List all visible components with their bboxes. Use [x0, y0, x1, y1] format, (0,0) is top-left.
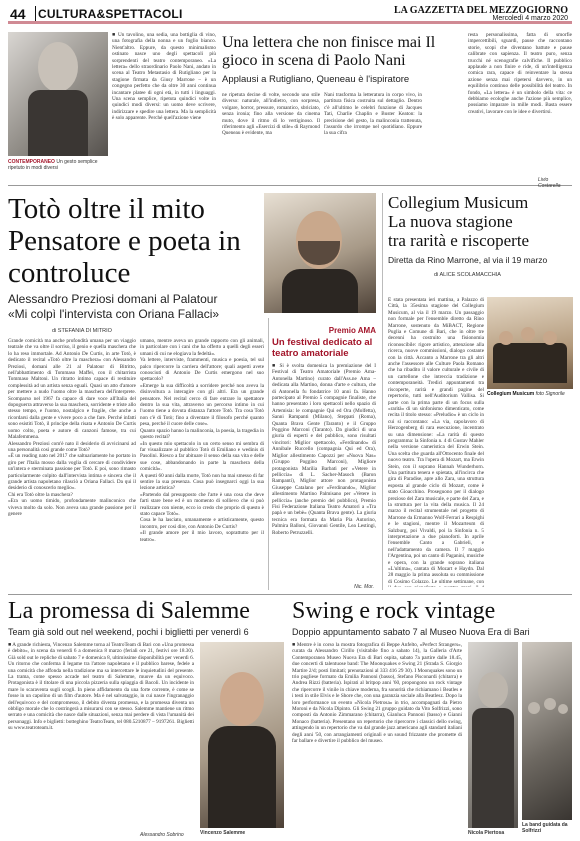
toto-subhead-2: «Mi colpì l'intervista con Oriana Fallaci»: [8, 307, 220, 321]
collegium-headline-3: tra rarità e riscoperte: [388, 231, 530, 250]
collegium-headline-1: Collegium Musicum: [388, 193, 529, 212]
swing-photo-caption-1: Nicola Piertosa: [468, 830, 505, 836]
premio-badge: [272, 318, 376, 337]
section-title: CULTURA&SPETTACOLI: [38, 7, 183, 21]
swing-body: ■ Mentre è in corso la mostra fotografica di Beppe Anfelto, «Perfect Strangers», curata da Alessandro Cirillo (visitabile fino a sabato 14), la Galleria d'Arte Contemporanea Museo Nuova Era di Bari ospita, sabato 7a partire dalle 18.45, due concerti di talentuose band: The Moonquakes e Swing 21 (Strada S. Giorgio Martire 2/d; posti limitati; prenotazioni al 333 416 29 30). I Moonquakes sono un trio pugliese formato da Emilia Pannoni (basso), Stefano Pisconardi (chitarra) e Andrea Rizzi (batteria). Ispirati al britpop anni '60, propongono un rock vintage che ripercorre il vinile in chiave moderna, fra sonorità che richiamano i Beatles e i testi in stile Elvis e le Shore che, con una garanzia sociale alla Beatlesz. Dopo la loro performance un evento «Nicola Pietrosa» in trio, accompagnati da Pietro Moroni e da Nicola Dipinto. Gli Swing 21 gruppo guidato da Vito Solfrizzi, sono composti da Antonio Zimmarano (chitarra), Gianluca Pannoni (basso) e Gianni Monaco (batteria). Presentano un repertorio che ripercorre i classici dello swing, attingendo in un repertorio che va dal grande jazz americano agli standard italiani degli anni '50, con arrangiamenti originali e un sound frizzante che promette di far ballare e divertire il pubblico del museo.: [292, 642, 462, 745]
toto-headline: Totò oltre il mito Pensatore e poeta in controluce: [8, 193, 241, 289]
nani-article: [8, 28, 572, 189]
nani-headline: Una lettera che non finisce mai Il gioco in scena di Paolo Nani: [222, 34, 436, 69]
nani-col-2: ne ripetuta decine di volte, secondo uno stile diverso: naturale, all'indietro, con sorpresa, volgare, horror, pressure, romantico, sbriciato, senza ironia; fino alla versione da cinema muto, dove il ritmo di lo vertiginoso. Il riferimento agli «Esercizi di stile» di Raymond Queneau è evidente, ma: [222, 92, 320, 137]
nani-subhead: Applausi a Rutigliano, Queneau è l'ispiratore: [222, 74, 410, 85]
toto-col-1: Grande comicità ma anche profondità umana per un viaggio teatrale che va oltre il sorriso, il genio e quella maschera che lo ha reso immortale. Ad Antonio De Curtis, in arte Totò, è dedicato il recital «Totò oltre la maschera» con Alessandro Preziosi, domani alle 21 al Palatour di Bitritto, nell'abbattimento di Tommaso Maffei, con il chitarrista Tommaso Maltoni. Un ritratto intimo capace di restituire complessità ad un artista senza eguali. Quasi un atto d'amore per mettere a nudo l'uomo oltre la maschera dell'interprete. Scomparso nel 1967 fa capace di dare voce all'Italia del dopoguerra attraverso la sua maschera, sorridente e triste allo stesso tempo, e l'uomo, nostalgico e fragile, che anche a ricordarsi dalla gente e vivere poco a che fare. Perché infatti sono esistiti Totò, il principe della risata e Antonio De Curtis uomo colto, poeta e autore di canzoni famose, tra cui Malafemmena. Alessandro Preziosi com'è nato il desiderio di avvicinarsi ad una personalità così grande come Totò? «È un reading nato nel 2017 che saltuariamente ho portato in giro per l'Italia mosso dalla voglia di cercare di condividere un'intera e sterminata passione per Totò. E poi, sono rimasto particolarmente colpito dall'intervista intima e sincera che il grande artista napoletano rilasciò a Oriana Fallaci. Da qui il desiderio di conoscerlo meglio». Chi era Totò oltre la maschera? «Era un uomo timido, profondamente malinconico che viveva molto da solo. Non aveva una grande passione per il genere: [8, 338, 136, 517]
nani-col-4: resta personalissima, fatta di smorfie impercettibili, sguardi, pause che raccontano storie, scopi che diventano battute e pause calibrate con sapienza. Il teatro puro, senza trucchi né scenografie calvifiche. Il pubblico applaude a non finire e ride, di un'intelligenza comica rara, capace di reinventare la stessa azione senza mai ripetersi davvero, in un equilibrio continuo delle possibilità del teatro. In fondo, «La lettera» è un simbolo della vita: ce debbiamo ecologhe anche l'azione più semplice, possiamo imparare in mille modi. Basta essere creativi, lavorare con le idee e divertirsi.: [468, 32, 572, 115]
swing-headline: Swing e rock vintage: [292, 598, 496, 624]
collegium-byline: di ALICE SCOLAMACCHIA: [434, 272, 501, 278]
salemme-photo: [200, 642, 284, 828]
salemme-body: ■ A grande richiesta, Vincenzo Salemme torna al TeatroTeam di Bari con «Una promessa è debito», in scena da venerdì 6 a domenica 8 marzo (feriali ore 21, festivi ore 18.30). Già sold out le repliche di sabato 7 e domenica 8, ultimissime disponibilità per venerdì 6. Un ritorno che conferma il legame tra l'attore napoletano e il pubblico barese, fedele a una comicità che affonda nella tradizione ma sa intercettare le inquietudini del presente. La trama, come spesso accade nel teatro di Salemme, muove da un equivoco. Protagonista è il titolare di una piccola pizzeria sulla spiaggia di Bacoli. Un incidente in mare lo scaraventa sugli scogli. In pieno affidamento da una forte corrente, è come se fosse in un capolino di un film d'autore. Ma è nel salvataggio, in cui nasce l'ingranaggio dell'equivoco e del compromesso, il debito diventa promessa, e la promessa diventa un obbligo morale che lo costringerà a misurarsi con se stesso. Salemme mantiene un ritmo serrato e una comicità che nasce dalle situazioni, senza mai perdere di vista l'umanità dei personaggi. Info e biglietti: botteghino TeatroTeam, tel 080.5210877 – 9197261. Biglietti su www.teatroteam.it.: [8, 642, 194, 732]
collegium-photo-caption: [487, 391, 573, 397]
page-header: [8, 4, 572, 24]
premio-author: Nic. Mor.: [354, 584, 374, 590]
swing-photo-2: [522, 642, 572, 820]
premio-headline: Un festival dedicato al teatro amatoriale: [272, 337, 373, 359]
collegium-article: [382, 193, 572, 590]
issue-date: Mercoledì 4 marzo 2020: [492, 15, 568, 22]
caption-text: Un gesto semplice ripetuto in modi diversi: [8, 159, 98, 171]
collegium-photo: [487, 297, 573, 389]
salemme-subhead: Team già sold out nel weekend, pochi i biglietti per venerdì 6: [8, 627, 249, 637]
header-divider: [35, 6, 36, 21]
swing-photo-1: [468, 642, 518, 828]
toto-byline: di STEFANIA DI MITRIO: [52, 328, 112, 334]
salemme-headline: La promessa di Salemme: [8, 598, 250, 624]
nani-author: Livio Costarella: [538, 177, 561, 189]
collegium-headline-2: La nuova stagione: [388, 212, 513, 231]
collegium-caption-label: Collegium Musicum: [487, 391, 535, 397]
swing-subhead: Doppio appuntamento sabato 7 al Museo Nuova Era di Bari: [292, 627, 530, 637]
nani-col-1: ■ Un tavolino, una sedia, una bottiglia di vino, una fotografia della nonna e un foglio bianco. Nient'altro. Eppure, da questo minimalismo ostinato nasce uno degli spettacoli più sorprendenti del teatro contemporaneo. «La lettera» dello straordinario Paolo Nani, andato in scena al Teatro Metastasio di Rutigliano per la stagione firmata da Giusy Marrone – è un congegno perfetto che da oltre 30 anni continua incantare platee di ogni età, in tutti i linguaggi. Una scena semplice, ripetuta quindici volte in quindici modi diversi: un uomo deve scrivere, indirizzare e spedire una lettera. Ma la semplicità è solo apparente. Perché quell'azione viene: [112, 32, 216, 122]
collegium-subhead: Diretta da Rino Marrone, al via il 19 marzo: [388, 255, 548, 265]
premio-badge-label: Premio AMA: [328, 326, 376, 335]
salemme-author: Alessandro Sobrino: [140, 832, 184, 838]
nani-photo-caption: [8, 159, 108, 171]
caption-label: CONTEMPORANEO: [8, 159, 55, 165]
premio-body: ■ Si è svolta domenica la premiazione del I Festival di Teatro Amatoriale (Premio Ama-Antonella Martino) curato dall'Ass.ne Ama – dedicata alla Martino, donna d'arte e cultura, che di Antonella fu fondatrice 10 anni fa. Hanno partecipato al Premio 5 compagnie finaliste, che hanno presentato i loro spettacoli nello spazio di Artemisia: le compagnie Qui ed Ora (Molfetta), Sanni Rampanti (Milano), Steppati (Roma), Quanta Brava Gente (Taranto) e il Gruppo Poggino Marconi (Taranto). Da giudici di una giuria di esperti e del pubblico, sono risultati vincitori: Miglior spettacolo, «Ferdinando» di Annibale Ruccello (compagnia Qui ed Ora), Miglior allestimento Capozzi per «Nuova Nas» (Gruppo Poggino Marconi), Migliore protagonista Marilia Barbati per «Vetere in pelliccia» di L. Sacher-Masoch (Baron Rampanti), Miglior attore non protagonista Giuseppe Catalano per «Ferdinando», Miglior allestimento Martino Palmisano per «Vetere in pelliccia» (anche premio del pubblico), Premio Fisi Federazione Italiana Teatro Amatori a «Tra papà e un bebè» (Quanta Brava gente). La giuria tecnica era formata da Maria Pia Autorino, Palmira Balloni, Giovanni Gentile, Lea Lestingi, Roberto Petruzzelli.: [272, 363, 376, 536]
collegium-body: Ѐ stata presentata ieri mattina, a Palazzo di Città, la 35esima stagione del Collegium Musicum, al via il 19 marzo. Un passaggio non formale per l'ensemble diretto da Rino Marrone, sostenuto da MiBACT, Regione Puglia e Comune di Bari, che in oltre tre decenni ha costruito una fisionomia riconoscibile: rigore artistico, attenzione alla ricerca, nuove commissioni, dialogo costante con la città. Accanto a Marrone tra gli altri anche l'assessore alle Culture Paola Romano che ha ribadito il valore culturale e civile di un cartellone che intreccia tradizione e contemporaneità. Tredici appuntamenti tra riscoperte, rarità e grandi pagine del repertorio, tutti nell'Auditorium Vallisa. Si parte con la prima parte di un focus sulla «rarità» di un sinfonismo dimenticato, come recita il titolo stesso: «Preludio» è un ciclo in cui si raccontano: «La via, capolavoro di Herzogenberg di rara esecuzione, incentrato su una dimensione: «La rarità di questo programma: la Sinfonia n. 4 di Gustav Mahler nella versione cameristica del Erwin Stein. Una scelta che guarda all'Ottocento finale del nuovo teatro. Tra l'opera di Mozart, ma Erwin Stein, con il soprano Hannah Wunderhorn. Una partitura tenera e spietata, all'incirca che gira di Paradise, apre allo Zara, una struttura esposta al grande ciclo di Mozart, come è stato Gioacchino. Proseguono per il dialogo prezioso del Zara musicale, e parte del Zara, e la struttura per la vita della musica. Il 24 marzo il recital strumentale nel progetto di Marrone da Ermanno Wolf-Ferrari a Respighi e le stagioni, mentre il Mozarteum di Salzburg, poi Vivaldi, poi la Sinfonia n. 5 interpretazione a due pianoforti. In aprile l'ensemble Canto a Gabrieli, e nell'adattamento da camera. Il 7 maggio l'Argentina, poi un canto di Paganini, musiche e opera, con la grande soprano italiana «L'ultima», cantata di Mozart e Haydn. Dal 28 maggio la prima assoluta su commissione di Cosimo Colazzo. Le ultime settimane, con: [388, 297, 484, 585]
section-divider: [8, 594, 572, 595]
premio-box: [268, 318, 376, 590]
nani-col-3: Nani trasforma la letteratura in corpo vivo, in partitura fisica costruita sul dettaglio. Dentro c'è all'ultimo le celebri funzione di Jacques Tati, Charlie Chaplin e Buster Keaton: la precisione del gesto, la malinconia trattenuta, l'assurdo che irrompe nel quotidiano. Eppure la sua cifra: [324, 92, 422, 137]
salemme-photo-caption: Vincenzo Salemme: [200, 830, 246, 836]
swing-photo-caption-2: La band guidata da Solfrizzi: [522, 822, 568, 834]
collegium-caption-credit: foto Signorile: [535, 391, 565, 397]
page-number: 44: [10, 6, 26, 22]
preziosi-photo: [264, 193, 376, 313]
toto-subhead-1: Alessandro Preziosi domani al Palatour: [8, 292, 218, 306]
toto-col-2: umano, mentre aveva un grande rapporto con gli animali, in particolare con i cani che ha offerto a quelli degli esseri umani di cui ne elogiava la fedeltà». Va lettere, interviste, frammenti, musica e poesia, tel sul palco ripercorre la carriera dell'attore; quali aspetti avete conosciuti di Antonio De Curtis emergono nel suo spettacolo? «Emerge la sua difficoltà a sorridere perché non aveva la disinvoltura a interagire con gli altri. Era un grande pensatore. Nel recital cerco di fare entrare lo spettatore dentro la sua vita, attraverso un percorso intimo in cui l'uomo tiene a dovuta distanza l'attore Totò. Tra cosa Totò non c'è di Totò; fino a diventare il filosofo perché quanto pesa, perché il cuore delle cose». Quanto spazio hanno la malinconia, la poesia, la tragedia in questo recital? «In questo mio spettacolo in un certo senso mi sembra di far visualizzare al pubblico Totò di Emiliano e wedinis di Pasolini. Riesco a far abituare il senso della sua vita e delle sue cose, abbandonando in parte la maschera della comicità». A questi 60 anni dalla morte, Totò non ha mai smesso di far sentire la sua presenza. Cosa può insegnarci oggi la sua lezione artistica? «Partendo dal presupposto che l'arte è una cosa che deve farti stare bene ed è un momento di sollievo che si può realizzare con niente, ecco io credo che proprio di questo è stato capace Totò». Cosa le ha lasciato, umanamente e artisticamente, questo incontro, per così dire, con Antonio De Curtis? «Il grande amore per il mio lavoro, soprattutto per il teatro».: [140, 338, 264, 543]
nani-photo: [8, 32, 108, 156]
newspaper-name: LA GAZZETTA DEL MEZZOGIORNO: [393, 5, 568, 16]
